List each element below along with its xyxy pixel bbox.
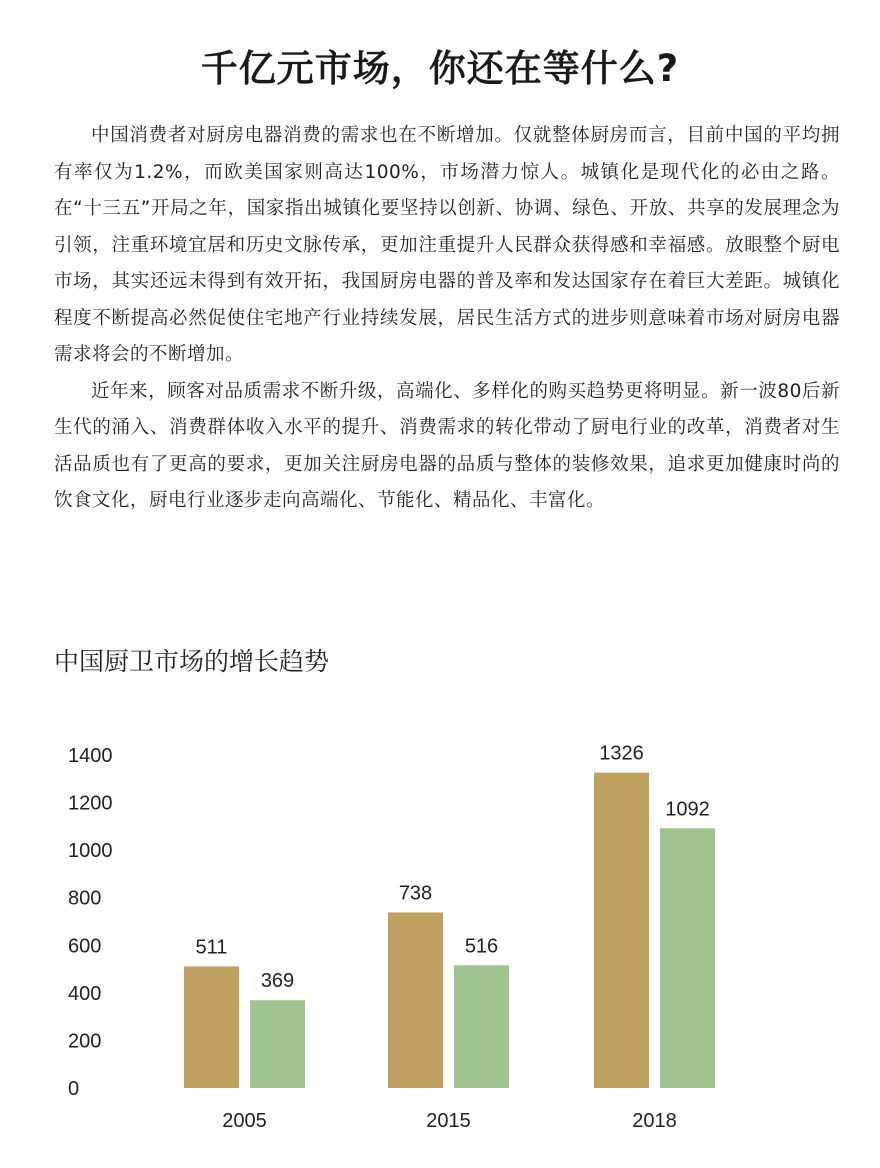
x-tick-label: 2018	[632, 1110, 677, 1132]
bar	[660, 828, 715, 1088]
y-tick-label: 1400	[68, 745, 113, 767]
chart-title: 中国厨卫市场的增长趋势	[54, 647, 330, 676]
y-tick-label: 200	[68, 1030, 102, 1053]
article-title: 千亿元市场，你还在等什么?	[200, 47, 680, 90]
x-tick-label: 2005	[222, 1110, 267, 1132]
y-tick-label: 600	[68, 935, 102, 958]
y-tick-label: 1000	[68, 840, 113, 863]
data-label: 1092	[665, 798, 710, 821]
y-tick-label: 1200	[68, 792, 113, 815]
y-tick-label: 400	[68, 982, 102, 1005]
data-label: 738	[398, 882, 433, 905]
paragraph-1: 中国消费者对厨房电器消费的需求也在不断增加。仅就整体厨房而言，目前中国的平均拥有率仅为1.2%，而欧美国家则高达100%，市场潜力惊人。城镇化是现代化的必由之路。在“十三五”开局之年，国家指出城镇化要坚持以创新、协调、绿色、开放、共享的发展理念为引领，注重环境宜居和历史文脉传承，更加注重提升人民群众获得感和幸福感。放眼整个厨电市场，其实还远未得到有效开拓，我国厨房电器的普及率和发达国家存在着巨大差距。城镇化程度不断提高必然促使住宅地产行业持续发展，居民生活方式的进步则意味着市场对厨房电器需求将会的不断增加。	[54, 125, 840, 365]
data-label: 516	[464, 935, 499, 958]
bar	[250, 1000, 305, 1088]
paragraph-2: 近年来，顾客对品质需求不断升级，高端化、多样化的购买趋势更将明显。新一波80后新生代的涌入、消费群体收入水平的提升、消费需求的转化带动了厨电行业的改革，消费者对生活品质也有了更高的要求，更加关注厨房电器的品质与整体的装修效果，追求更加健康时尚的饮食文化，厨电行业逐步走向高端化、节能化、精品化、丰富化。	[54, 380, 840, 511]
data-label: 1326	[599, 742, 644, 765]
data-label: 369	[260, 970, 295, 993]
y-tick-label: 800	[68, 887, 102, 910]
bar	[184, 966, 239, 1088]
bar	[388, 912, 443, 1088]
y-tick-label: 0	[68, 1078, 80, 1100]
x-tick-label: 2015	[426, 1110, 471, 1132]
data-label: 511	[195, 936, 228, 959]
bar	[454, 965, 509, 1088]
bar	[594, 773, 649, 1088]
